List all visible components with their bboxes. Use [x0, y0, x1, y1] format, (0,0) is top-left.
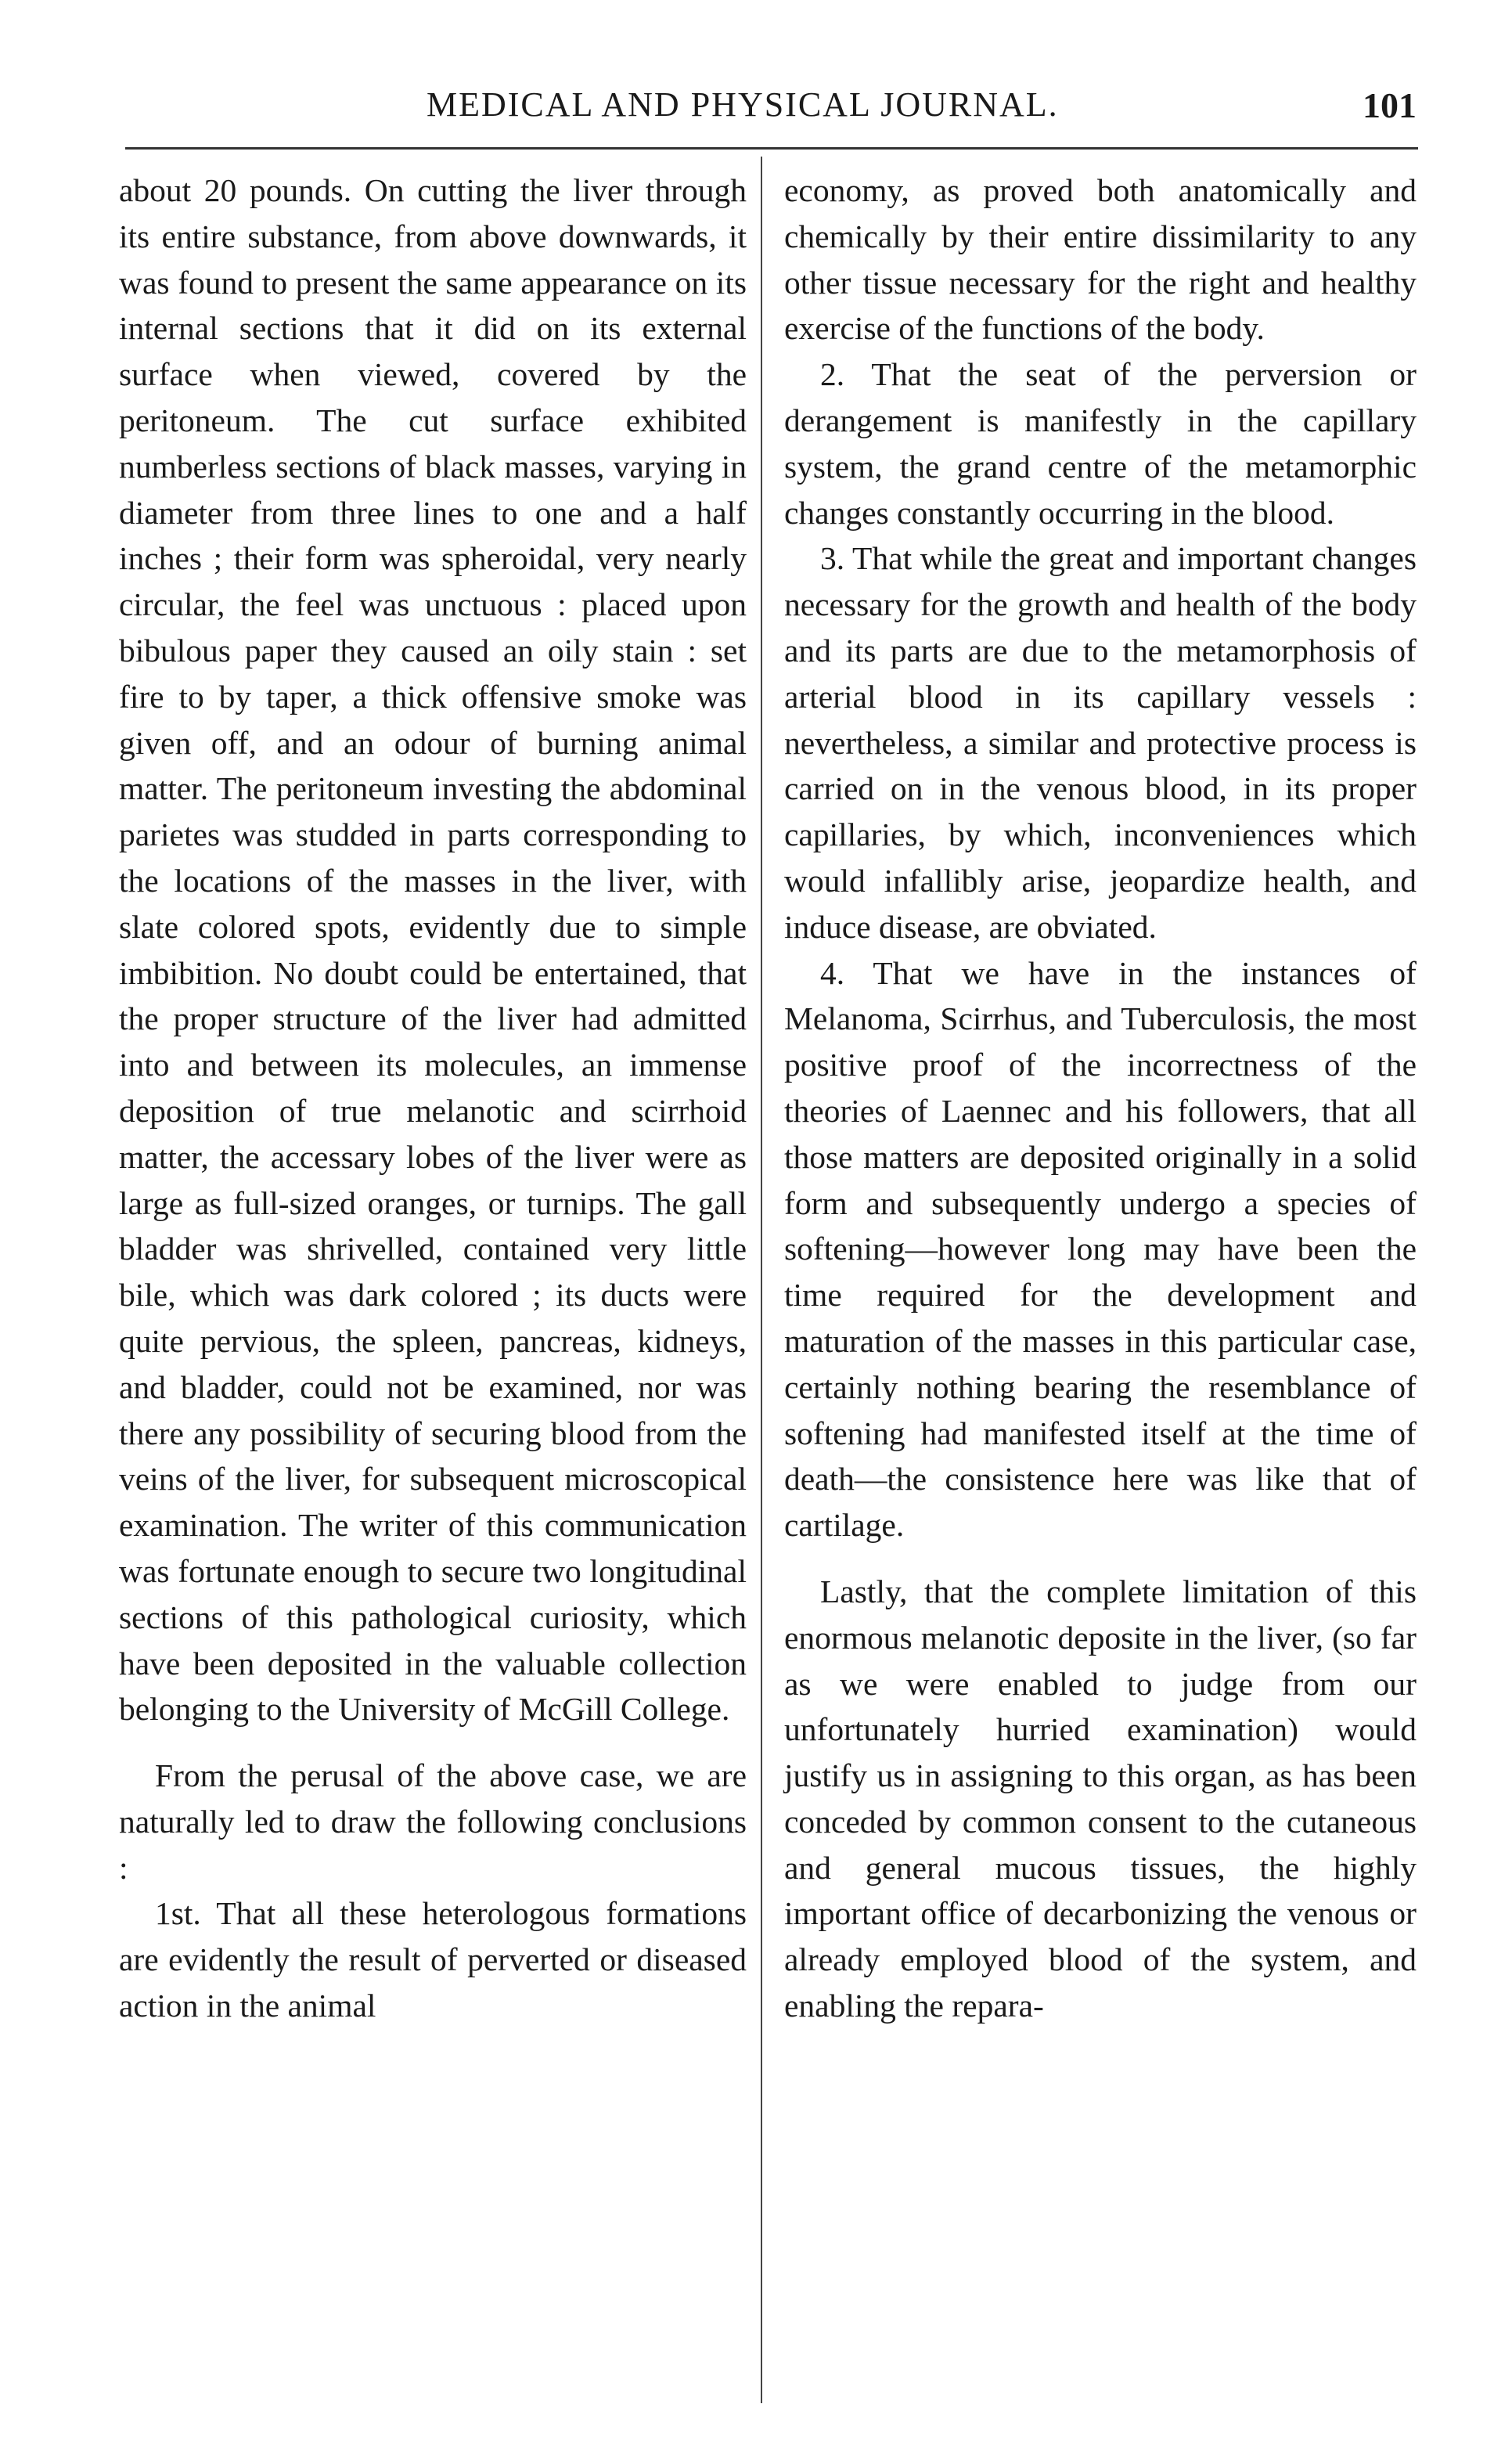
running-head [117, 85, 1417, 139]
left-column [119, 168, 747, 2029]
running-title: MEDICAL AND PHYSICAL JOURNAL. [427, 85, 1059, 124]
paragraph-conclusion-1: 1st. That all these heterologous formations are evidently the result of perverted or diseased action in the animal [119, 1895, 747, 2024]
paragraph-conclusion-1-continued: economy, as proved both anatomically and chemically by their entire dissimilarity to any other tissue necessary for the right and healthy exercise of the functions of the body. [784, 172, 1417, 347]
right-column [784, 168, 1417, 2029]
paragraph-conclusion-lastly: Lastly, that the complete limitation of this enormous melanotic deposite in the liver, (so far as we were enabled to judge from our unfortunately hurried examination) would justify us in assigning to this organ, as has been conceded by common consent to the cutaneous and general mucous tissues, the highly important office of decarbonizing the venous or already employed blood of the system, and enabling the repara- [784, 1573, 1417, 2024]
paragraph-conclusion-3: 3. That while the great and important changes necessary for the growth and health of the body and its parts are due to the metamorphosis of arterial blood in its capillary vessels : nevertheless, a similar and protective process is carried on in the venous blood, in its proper capillaries, by which, inconveniences which would infallibly arise, jeopardize health, and induce disease, are obviated. [784, 540, 1417, 945]
page-number: 101 [1363, 85, 1417, 125]
paragraph-conclusion-4: 4. That we have in the instances of Melanoma, Scirrhus, and Tuberculosis, the most positive proof of the incorrectness of the theories of Laennec and his followers, that all those matters are deposited originally in a solid form and subsequently undergo a species of softening—however long may have been the time required for the development and maturation of the masses in this particular case, certainly nothing bearing the resemblance of softening had manifested itself at the time of death—the consistence here was like that of cartilage. [784, 954, 1417, 1544]
paragraph-conclusion-2: 2. That the seat of the perversion or derangement is manifestly in the capillary system, the grand centre of the metamorphic changes constantly occurring in the blood. [784, 356, 1417, 531]
column-divider [761, 157, 762, 2403]
header-rule [125, 147, 1418, 150]
paragraph-case-description: about 20 pounds. On cutting the liver through its entire substance, from above downwards, it was found to present the same appearance on its internal sections that it did on its external surface when viewed, covered by the peritoneum. The cut surface exhibited numberless sections of black masses, varying in diameter from three lines to one and a half inches ; their form was spheroidal, very nearly circular, the feel was unctuous : placed upon bibulous paper they caused an oily stain : set fire to by taper, a thick offensive smoke was given off, and an odour of burning animal matter. The peritoneum investing the abdominal parietes was studded in parts corresponding to the locations of the masses in the liver, with slate colored spots, evidently due to simple imbibition. No doubt could be entertained, that the proper structure of the liver had admitted into and between its molecules, an immense deposition of true melanotic and scirrhoid matter, the accessary lobes of the liver were as large as full-sized oranges, or turnips. The gall bladder was shrivelled, contained very little bile, which was dark colored ; its ducts were quite pervious, the spleen, pancreas, kidneys, and bladder, could not be examined, nor was there any possibility of securing blood from the veins of the liver, for subsequent microscopical examination. The writer of this communication was fortunate enough to secure two longitudinal sections of this pathological curiosity, which have been deposited in the valuable collection belonging to the University of McGill College. [119, 172, 747, 1728]
paragraph-conclusions-intro: From the perusal of the above case, we are naturally led to draw the following conclusions : [119, 1757, 747, 1886]
